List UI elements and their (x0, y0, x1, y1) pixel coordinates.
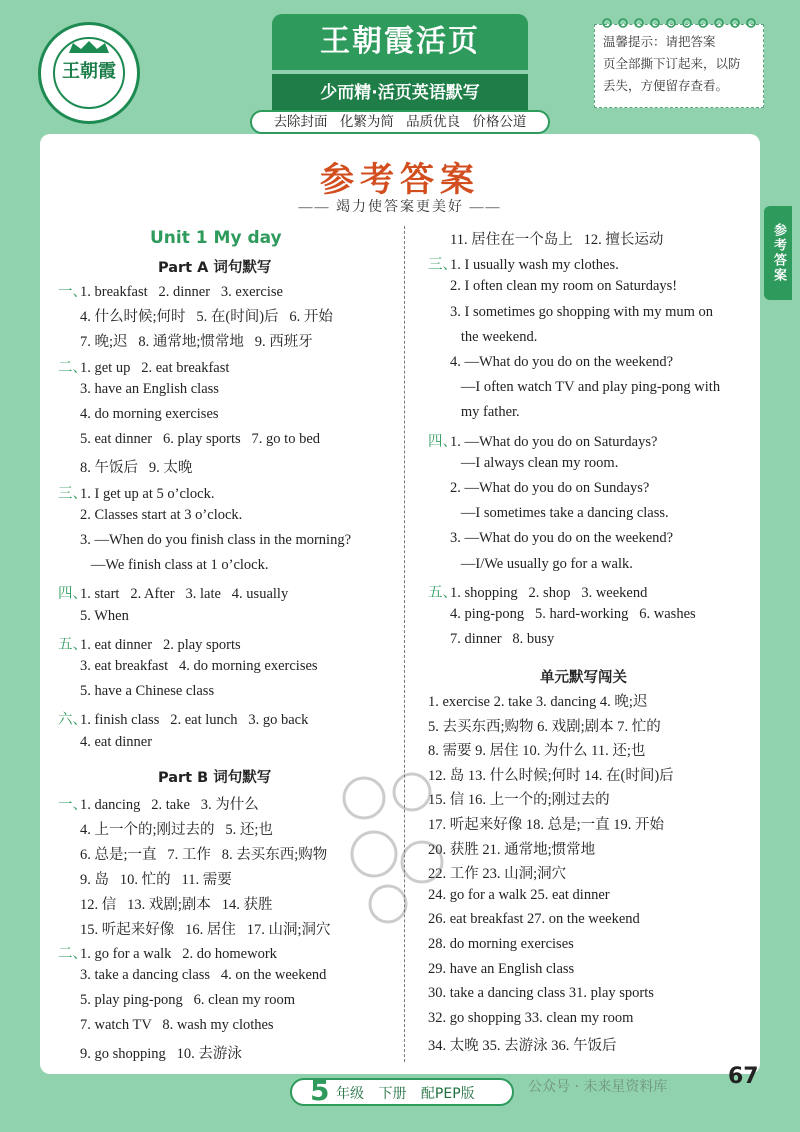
grade-text: 年级 下册 配PEP版 (336, 1086, 475, 1102)
answer-text: 1. go for a walk 2. do homework (80, 946, 277, 963)
answer-line (428, 530, 673, 547)
answer-text: 32. go shopping 33. clean my room (428, 1009, 634, 1026)
answer-text: 3. have an English class (80, 380, 219, 397)
answer-line (428, 556, 633, 573)
answer-text: 17. 听起来好像 18. 总是;一直 19. 开始 (428, 817, 665, 833)
answer-text: 3. eat breakfast 4. do morning exercises (80, 658, 318, 674)
page-title: 参考答案 (320, 160, 480, 200)
answer-line (428, 739, 645, 760)
answer-line (58, 381, 219, 398)
answer-line (58, 608, 129, 625)
answer-text: 15. 信 16. 上一个的;刚过去的 (428, 792, 610, 809)
answer-line (58, 683, 214, 700)
brand-subtitle: 少而精·活页英语默写 (272, 74, 528, 112)
brand-title: 王朝霞活页 (272, 14, 528, 70)
answer-line (428, 581, 647, 602)
answer-text: 24. go for a walk 25. eat dinner (428, 886, 610, 903)
answer-text: 2. Classes start at 3 o’clock. (80, 506, 243, 523)
section-number: 一、 (58, 284, 87, 300)
section-number: 三、 (428, 257, 457, 274)
crown-icon (63, 39, 115, 55)
answer-text: 5. 去买东西;购物 6. 戏剧;剧本 7. 忙的 (428, 718, 661, 735)
answer-line (58, 557, 269, 574)
answer-line (428, 253, 619, 274)
answer-line (428, 480, 649, 497)
answer-line (58, 356, 229, 377)
answer-line (58, 633, 241, 654)
answer-line (428, 631, 554, 648)
section-number: 四、 (58, 586, 87, 603)
tip-note (594, 24, 764, 108)
binder-rings-icon (595, 17, 765, 29)
answer-line (428, 813, 664, 834)
answer-line (428, 838, 595, 859)
answer-text: —I sometimes take a dancing class. (450, 505, 669, 522)
answer-line (428, 430, 657, 451)
answer-line (428, 788, 610, 809)
grade-badge (290, 1074, 514, 1107)
answer-text: 3. —What do you do on the weekend? (450, 530, 674, 547)
answer-line (58, 482, 215, 503)
section-number: 二、 (58, 359, 87, 376)
answer-text: 9. go shopping 10. 去游泳 (80, 1046, 242, 1062)
answer-line (58, 280, 283, 301)
answer-text: 1. eat dinner 2. play sports (80, 636, 241, 653)
answer-line (428, 985, 654, 1002)
answer-line (428, 404, 520, 421)
section-number: 五、 (428, 584, 457, 601)
answer-line (428, 304, 713, 321)
answer-text: 8. 需要 9. 居住 10. 为什么 11. 还;也 (428, 743, 646, 760)
answer-text: 1. breakfast 2. dinner 3. exercise (80, 284, 283, 300)
logo-text: 王朝霞 (62, 61, 116, 82)
unit-check-title: 单元默写闯关 (540, 670, 627, 686)
answer-text: 4. —What do you do on the weekend? (450, 354, 674, 370)
answer-text: —I always clean my room. (450, 454, 619, 471)
column-divider (404, 226, 405, 1062)
section-number: 三、 (58, 485, 87, 502)
footer-watermark: 公众号 · 未来星资料库 (528, 1079, 668, 1095)
section-number: 四、 (428, 433, 457, 450)
answer-line (58, 582, 288, 603)
answer-text: 4. 上一个的;刚过去的 5. 还;也 (80, 821, 273, 838)
answer-line (58, 708, 308, 729)
answer-line (428, 887, 610, 904)
answer-line (58, 1042, 242, 1063)
answer-text: 20. 获胜 21. 通常地;惯常地 (428, 841, 596, 858)
answer-text: 15. 听起来好像 16. 居住 17. 山洞;洞穴 (80, 921, 331, 938)
answer-text: —We finish class at 1 o’clock. (80, 557, 269, 574)
answer-text: 34. 太晚 35. 去游泳 36. 午饭后 (428, 1038, 617, 1055)
answer-line (428, 379, 720, 396)
answer-text: 1. I usually wash my clothes. (450, 257, 619, 274)
answer-line (428, 329, 537, 346)
answer-text: —I/We usually go for a walk. (450, 555, 633, 572)
answer-line (428, 862, 566, 883)
part-b-title: Part B 词句默写 (158, 770, 272, 786)
answer-line (428, 911, 640, 928)
section-number: 二、 (58, 946, 87, 963)
answer-line (428, 715, 661, 736)
answer-line (58, 406, 219, 423)
answer-text: 29. have an English class (428, 960, 575, 977)
section-number: 六、 (58, 712, 87, 729)
answer-text: 8. 午饭后 9. 太晚 (80, 460, 193, 477)
answer-text: 6. 总是;一直 7. 工作 8. 去买东西;购物 (80, 846, 328, 863)
answer-text: 5. play ping-pong 6. clean my room (80, 992, 296, 1009)
side-tab: 参考答案 (764, 206, 792, 300)
answer-text: 7. 晚;迟 8. 通常地;惯常地 9. 西班牙 (80, 334, 313, 351)
answer-line (58, 1017, 274, 1034)
answer-text: 28. do morning exercises (428, 936, 574, 952)
answer-text: 1. start 2. After 3. late 4. usually (80, 586, 289, 603)
page-subtitle: —— 竭力使答案更美好 —— (298, 200, 502, 215)
answer-text: 3. take a dancing class 4. on the weekend (80, 967, 327, 984)
answer-text: 3. —When do you finish class in the morning? (80, 532, 352, 548)
answer-text: 22. 工作 23. 山洞;洞穴 (428, 866, 567, 883)
answer-line (58, 992, 295, 1009)
answer-line (58, 330, 313, 351)
answer-line (428, 690, 647, 711)
answer-text: 1. exercise 2. take 3. dancing 4. 晚;迟 (428, 694, 648, 710)
tip-line: 丢失，方便留存查看。 (603, 79, 729, 93)
answer-text: —I often watch TV and play ping-pong with (450, 379, 721, 396)
answer-line (428, 961, 574, 978)
slogan: 去除封面 化繁为简 品质优良 价格公道 (250, 110, 550, 134)
answer-text: 3. I sometimes go shopping with my mum on (450, 303, 714, 320)
answer-line (58, 431, 320, 448)
answer-text: 1. get up 2. eat breakfast (80, 359, 230, 376)
answer-line (58, 734, 152, 751)
answer-text: 7. watch TV 8. wash my clothes (80, 1017, 274, 1034)
answer-line (428, 936, 574, 953)
answer-text: 4. 什么时候;何时 5. 在(时间)后 6. 开始 (80, 309, 333, 326)
tip-line: 温馨提示：请把答案 (603, 35, 716, 49)
answer-line (58, 532, 351, 549)
answer-text: 1. dancing 2. take 3. 为什么 (80, 797, 259, 813)
logo-seal (38, 22, 140, 124)
answer-text: 26. eat breakfast 27. on the weekend (428, 911, 640, 928)
answer-text: 4. ping-pong 5. hard-working 6. washes (450, 606, 696, 622)
answer-line (58, 918, 331, 939)
answer-line (428, 505, 669, 522)
answer-text: 7. dinner 8. busy (450, 631, 555, 648)
answer-line (428, 1010, 633, 1027)
answer-text: 1. shopping 2. shop 3. weekend (450, 584, 648, 601)
tip-line: 页全部撕下订起来，以防 (603, 57, 741, 71)
section-number: 五、 (58, 636, 87, 653)
answer-line (58, 793, 259, 814)
answer-line (428, 1034, 617, 1055)
part-a-title: Part A 词句默写 (158, 260, 272, 276)
answer-line (58, 942, 277, 963)
answer-line (58, 868, 232, 889)
answer-line (428, 606, 696, 623)
answer-text: 5. When (80, 607, 129, 624)
answer-line (428, 764, 674, 785)
answer-text: 4. eat dinner (80, 733, 153, 750)
answer-text: 1. I get up at 5 o’clock. (80, 485, 215, 502)
answer-text: 12. 信 13. 戏剧;剧本 14. 获胜 (80, 896, 273, 913)
answer-line (428, 455, 618, 472)
answer-text: the weekend. (450, 328, 538, 345)
answer-line (428, 278, 677, 295)
answer-line (428, 354, 673, 371)
brand-banner (272, 14, 528, 122)
answer-text: 1. finish class 2. eat lunch 3. go back (80, 712, 309, 729)
answer-line (58, 456, 192, 477)
answer-text: 2. —What do you do on Sundays? (450, 480, 650, 496)
answer-text: 30. take a dancing class 31. play sports (428, 985, 654, 1002)
section-number: 一、 (58, 797, 87, 813)
answer-line (58, 305, 333, 326)
grade-number: 5 (310, 1074, 330, 1107)
answer-text: 4. do morning exercises (80, 406, 219, 422)
answer-line (58, 843, 327, 864)
answer-text: 11. 居住在一个岛上 12. 擅长运动 (450, 232, 664, 248)
answer-text: my father. (450, 404, 520, 421)
answer-text: 12. 岛 13. 什么时候;何时 14. 在(时间)后 (428, 767, 674, 784)
answer-line (58, 967, 326, 984)
answer-text: 5. eat dinner 6. play sports 7. go to bed (80, 431, 321, 448)
answer-line (58, 893, 273, 914)
answer-line (58, 818, 273, 839)
answer-text: 2. I often clean my room on Saturdays! (450, 278, 678, 295)
answer-line (58, 507, 242, 524)
answer-text: 9. 岛 10. 忙的 11. 需要 (80, 871, 232, 888)
answer-line (428, 228, 663, 249)
unit-title: Unit 1 My day (150, 228, 282, 248)
answer-line (58, 658, 318, 675)
page-number: 67 (728, 1064, 759, 1089)
answer-text: 5. have a Chinese class (80, 683, 215, 700)
answer-text: 1. —What do you do on Saturdays? (450, 433, 658, 450)
